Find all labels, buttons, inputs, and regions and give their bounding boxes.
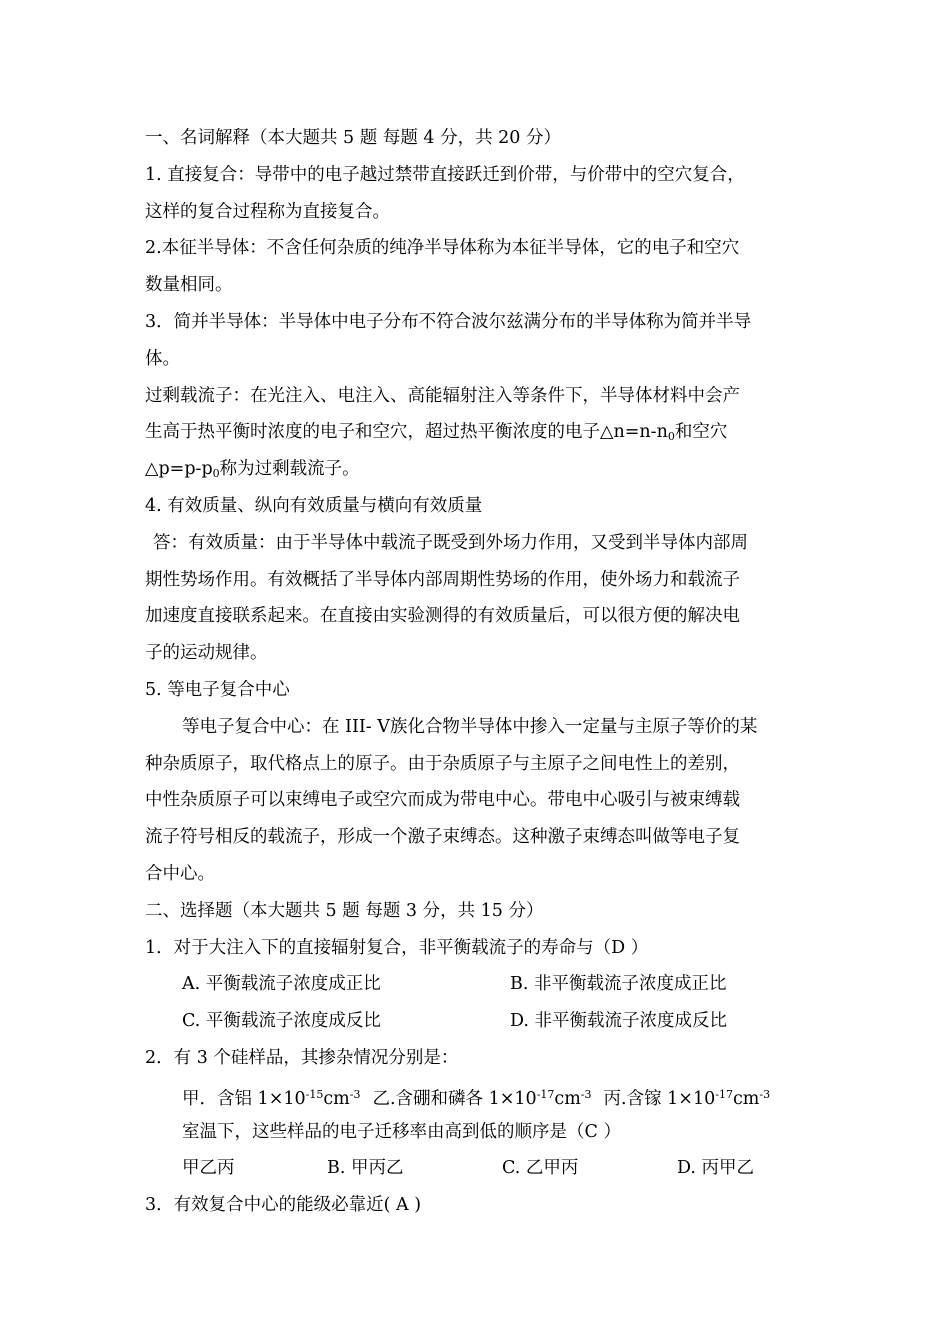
term4-line3: 加速度直接联系起来。在直接由实验测得的有效质量后，可以很方便的解决电 [145, 606, 740, 627]
sample-jia-exp: -15 [305, 1087, 324, 1101]
excess-line3-text-b: 称为过剩载流子。 [219, 459, 360, 480]
section1-heading: 一、名词解释（本大题共 5 题 每题 4 分，共 20 分） [145, 128, 561, 148]
sample-yi-a: 乙.含硼和磷各 1×10 [372, 1088, 537, 1109]
choice1-options-row1 [145, 966, 810, 1003]
term5-title: 5. 等电子复合中心 [145, 679, 290, 700]
term4-title: 4. 有效质量、纵向有效质量与横向有效质量 [145, 495, 483, 516]
term1-line2: 这样的复合过程称为直接复合。 [145, 201, 390, 222]
term1-line1: 1. 直接复合：导带中的电子越过禁带直接跃迁到价带，与价带中的空穴复合， [145, 164, 745, 185]
term5-line2: 种杂质原子，取代格点上的原子。由于杂质原子与主原子之间电性上的差别， [145, 753, 740, 774]
choice1-option-b: B. 非平衡载流子浓度成正比 [510, 974, 727, 995]
excess-carrier-line2 [145, 414, 810, 451]
choice3-stem: 3．有效复合中心的能级必靠近( A ) [145, 1195, 422, 1216]
term3-line2: 体。 [145, 348, 180, 369]
choice1-option-d: D. 非平衡载流子浓度成反比 [510, 1011, 728, 1032]
term5-line1: 等电子复合中心：在 III- V族化合物半导体中掺入一定量与主原子等价的某 [182, 716, 758, 737]
excess-line2-subscript: 0 [667, 430, 675, 444]
choice1-stem: 1．对于大注入下的直接辐射复合，非平衡载流子的寿命与（D ） [145, 937, 649, 958]
excess-line3-text-a: △p=p-p [145, 459, 213, 480]
choice2-stem: 2．有 3 个硅样品，其掺杂情况分别是： [145, 1047, 459, 1068]
choice1-option-c: C. 平衡载流子浓度成反比 [182, 1011, 381, 1032]
choice1-options-row2 [145, 1003, 810, 1040]
sample-bing-exp2: -3 [759, 1087, 771, 1101]
excess-carrier-line3 [145, 451, 810, 488]
sample-bing-b: cm [732, 1088, 760, 1109]
sample-jia-a: 甲．含铝 1×10 [182, 1088, 306, 1109]
document-page [145, 120, 810, 1224]
section2-heading: 二、选择题（本大题共 5 题 每题 3 分，共 15 分） [145, 900, 544, 921]
excess-line2-text-b: 和空穴 [674, 422, 728, 443]
term4-line2: 期性势场作用。有效概括了半导体内部周期性势场的作用，使外场力和载流子 [145, 569, 740, 590]
term4-line4: 子的运动规律。 [145, 643, 268, 664]
choice2-option-d: D. 丙甲乙 [677, 1158, 755, 1179]
sample-bing-a: 丙.含镓 1×10 [603, 1088, 716, 1109]
sample-yi-b: cm [554, 1088, 581, 1109]
term5-line4: 流子符号相反的载流子，形成一个激子束缚态。这种激子束缚态叫做等电子复 [145, 827, 740, 848]
term4-line1: 答：有效质量：由于半导体中载流子既受到外场力作用，又受到半导体内部周 [153, 532, 748, 553]
term2-line1: 2.本征半导体：不含任何杂质的纯净半导体称为本征半导体，它的电子和空穴 [145, 238, 740, 259]
term5-line5: 合中心。 [145, 863, 215, 884]
excess-line3-subscript: 0 [212, 467, 220, 481]
excess-line2-text-a: 生高于热平衡时浓度的电子和空穴，超过热平衡浓度的电子△n=n-n [145, 422, 668, 443]
sample-jia-b: cm [323, 1088, 350, 1109]
excess-carrier-line1: 过剩载流子：在光注入、电注入、高能辐射注入等条件下，半导体材料中会产 [145, 385, 740, 406]
choice2-question: 室温下，这些样品的电子迁移率由高到低的顺序是（C ） [182, 1121, 621, 1142]
sample-yi-exp2: -3 [580, 1087, 592, 1101]
choice2-option-b: B. 甲丙乙 [327, 1158, 404, 1179]
term2-line2: 数量相同。 [145, 275, 233, 296]
sample-yi-exp: -17 [536, 1087, 555, 1101]
choice1-option-a: A. 平衡载流子浓度成正比 [182, 974, 381, 995]
term5-line3: 中性杂质原子可以束缚电子或空穴而成为带电中心。带电中心吸引与被束缚载 [145, 790, 740, 811]
sample-bing-exp: -17 [715, 1087, 733, 1101]
choice2-option-a: 甲乙丙 [182, 1158, 235, 1179]
choice2-option-c: C. 乙甲丙 [502, 1158, 579, 1179]
sample-jia-exp2: -3 [349, 1087, 361, 1101]
term3-line1: 3．简并半导体：半导体中电子分布不符合波尔兹满分布的半导体称为简并半导 [145, 311, 752, 332]
choice2-samples [145, 1077, 810, 1114]
choice2-options [145, 1150, 810, 1187]
